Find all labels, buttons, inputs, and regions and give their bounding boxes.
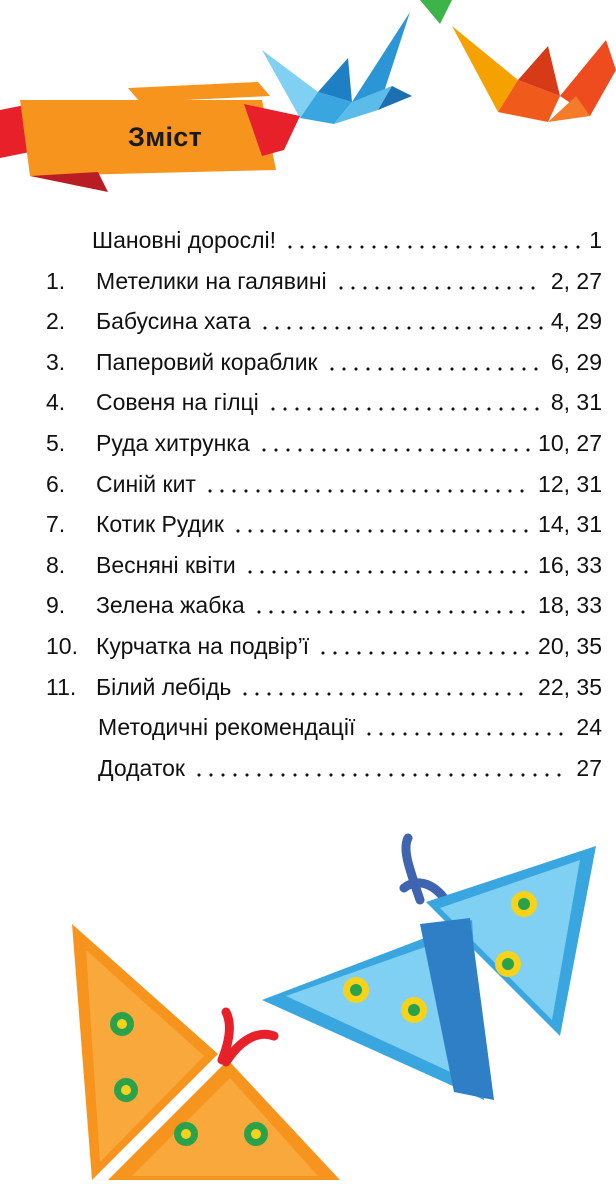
toc-page-numbers: 20, 35 [538,633,602,659]
toc-row [0,626,616,666]
toc-page-numbers: 22, 35 [538,673,602,700]
toc-dot-leader [204,486,530,496]
toc-number: 3. [46,348,66,375]
toc-number: 6. [46,470,66,497]
toc-title: Паперовий кораблик [96,348,318,375]
toc-title: Совеня на гілці [96,389,259,416]
origami-cranes-illustration [0,0,616,200]
toc-dot-leader [335,283,543,293]
toc-title: Зелена жабка [96,592,245,619]
toc-row [0,585,616,625]
toc-dot-leader [253,607,530,617]
toc-title: Шановні дорослі! [92,227,276,253]
toc-row [0,545,616,585]
toc-row [0,504,616,544]
toc-number: 7. [46,511,66,538]
toc-row [0,261,616,301]
toc-page-numbers: 14, 31 [538,511,602,538]
toc-dot-leader [267,404,543,414]
toc-title: Метелики на галявині [96,267,327,294]
toc-dot-leader [326,364,543,374]
toc-row [0,301,616,341]
toc-title: Додаток [98,754,185,781]
toc-row [0,748,616,788]
toc-number: 1. [46,267,66,294]
toc-title: Руда хитрунка [96,430,250,456]
toc-number: 8. [46,551,66,578]
orange-crane-icon [452,26,616,122]
orange-butterfly-icon [72,924,340,1180]
toc-row [0,382,616,422]
toc-title: Синій кит [96,470,196,497]
toc-dot-leader [258,445,530,455]
toc-number: 11. [46,673,77,700]
toc-page-numbers: 24 [576,714,602,741]
toc-page-numbers: 8, 31 [550,389,602,416]
toc-number: 5. [46,430,66,456]
toc-dot-leader [363,729,568,739]
toc-row [0,220,616,260]
toc-page-numbers: 6, 29 [550,348,602,375]
toc-page-numbers: 12, 31 [538,470,602,497]
toc-dot-leader [317,648,530,658]
toc-dot-leader [232,526,530,536]
toc-dot-leader [284,242,581,252]
toc-page-numbers: 10, 27 [538,430,602,456]
toc-dot-leader [259,323,543,333]
toc-title: Котик Рудик [96,511,224,538]
toc-page-numbers: 16, 33 [538,551,602,578]
toc-page-numbers: 1 [589,227,602,253]
toc-title: Бабусина хата [96,308,251,335]
toc-dot-leader [193,770,568,780]
toc-title: Весняні квіти [96,551,236,578]
blue-butterfly-icon [262,838,596,1100]
toc-row [0,667,616,707]
toc-page-numbers: 27 [576,754,602,781]
toc-number: 9. [46,592,66,619]
green-paper-corner [420,0,452,24]
toc-number: 10. [46,633,78,659]
toc-number: 4. [46,389,66,416]
blue-crane-icon [262,12,412,124]
toc-page-numbers: 4, 29 [550,308,602,335]
toc-dot-leader [239,689,530,699]
toc-dot-leader [244,567,530,577]
toc-row [0,423,616,463]
toc-title: Методичні рекомендації [98,714,356,741]
toc-title: Курчатка на подвір’ї [96,633,310,659]
toc-row [0,342,616,382]
toc-row [0,464,616,504]
toc-page-numbers: 2, 27 [550,267,602,294]
toc-page-numbers: 18, 33 [538,592,602,619]
page-title: Зміст [128,122,203,152]
toc-title: Білий лебідь [96,673,232,700]
toc-row [0,707,616,747]
toc-number: 2. [46,308,66,335]
